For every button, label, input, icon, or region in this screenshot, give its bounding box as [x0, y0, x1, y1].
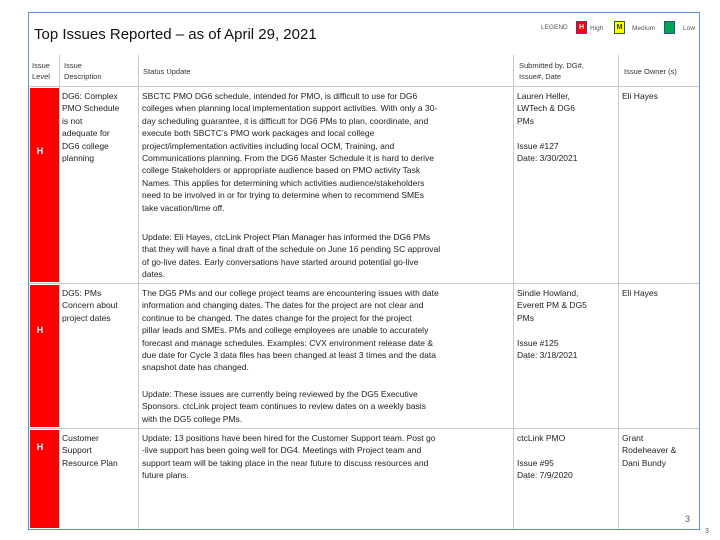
issue-description-row3: Customer Support Resource Plan — [62, 433, 118, 468]
row-divider-1 — [29, 283, 699, 284]
update-note-row1: Update: Eli Hayes, ctcLink Project Plan Manager has informed the DG6 PMs that they will have a final draft of the schedule on June 16 pending SC approval of go-live dates. Early conversations have started around potential go-live dates. — [142, 232, 441, 280]
submitted-by-row3: ctcLink PMO Issue #95 Date: 7/9/2020 — [517, 433, 573, 481]
col-divider-2 — [138, 55, 139, 529]
page-number: 3 — [685, 514, 691, 524]
status-update-row3: Update: 13 positions have been hired for the Customer Support team. Post go -live support has been going well for DG4. Meetings with Project team and support team will be taking place in the near future to discuss resources and future plans. — [142, 433, 436, 481]
page-number-outer: 3 — [705, 528, 709, 535]
legend-label: LEGEND — [541, 24, 568, 31]
row-divider-2 — [29, 428, 699, 429]
legend-medium-label: Medium — [632, 25, 656, 32]
col-divider-1 — [59, 55, 60, 529]
legend-low-label: Low — [683, 25, 695, 32]
issue-owner-row3: Grant Rodeheaver & Dani Bundy — [622, 433, 677, 468]
col-divider-3 — [513, 55, 514, 529]
issue-owner-row2: Eli Hayes — [622, 288, 658, 298]
header-issue-description: Issue Description — [64, 61, 102, 81]
legend-medium-swatch: M — [614, 21, 625, 34]
header-issue-level: Issue Level — [32, 61, 50, 81]
issue-description-row2: DG5: PMs Concern about project dates — [62, 288, 118, 323]
header-submitted-by: Submitted by, DG#, Issue#, Date — [519, 61, 584, 81]
submitted-by-row2: Sindie Howland, Everett PM & DG5 PMs Issue #125 Date: 3/18/2021 — [517, 288, 587, 361]
status-update-row1: SBCTC PMO DG6 schedule, intended for PMO, is difficult to use for DG6 colleges when planning local implementation support activities. With only a 30- day scheduling guarantee, it is difficult for DG6 PMs to plan, coordinate, and execute both SBCTC’s PMO work packages and local college project/implementation activities including local OCM, Training, and Communications planning. From the DG6 Master Schedule it is hard to derive college Stakeholders or appropriate audience based on PMO activity Task Names. This applies for determining which activities audience/stakeholders need to be involved in or for trying to determine when to recommend SMEs take vacation/time off. — [142, 91, 438, 213]
header-divider — [29, 86, 699, 87]
legend-low-swatch — [664, 21, 675, 34]
legend-high-label: High — [590, 25, 604, 32]
legend-high-swatch: H — [576, 21, 587, 34]
issue-owner-row1: Eli Hayes — [622, 91, 658, 101]
status-update-row2: The DG5 PMs and our college project teams are encountering issues with date information and changing dates. The dates for the project are not clear and continue to be changed. The dates change for the project for the project pillar leads and SMEs. PMs and college employees are unable to accurately forecast and manage schedules. Examples: CVX environment release date & due date for Cycle 3 data files has been changed at least 3 times and the data snapshot date has changed. — [142, 288, 439, 373]
submitted-by-row1: Lauren Heller, LWTech & DG6 PMs Issue #127 Date: 3/30/2021 — [517, 91, 578, 164]
issue-description-row1: DG6: Complex PMO Schedule is not adequate for DG6 college planning — [62, 91, 120, 164]
priority-badge-row1: H — [30, 88, 59, 282]
col-divider-4 — [618, 55, 619, 529]
header-status-update: Status Update — [143, 67, 191, 76]
priority-badge-row3: H — [30, 430, 59, 528]
header-issue-owner: Issue Owner (s) — [624, 67, 677, 76]
priority-badge-row2: H — [30, 285, 59, 427]
update-note-row2: Update: These issues are currently being reviewed by the DG5 Executive Sponsors. ctcLink project team continues to review dates on a weekly basis with the DG5 college PMs. — [142, 389, 426, 424]
page-title: Top Issues Reported – as of April 29, 2021 — [34, 26, 317, 43]
